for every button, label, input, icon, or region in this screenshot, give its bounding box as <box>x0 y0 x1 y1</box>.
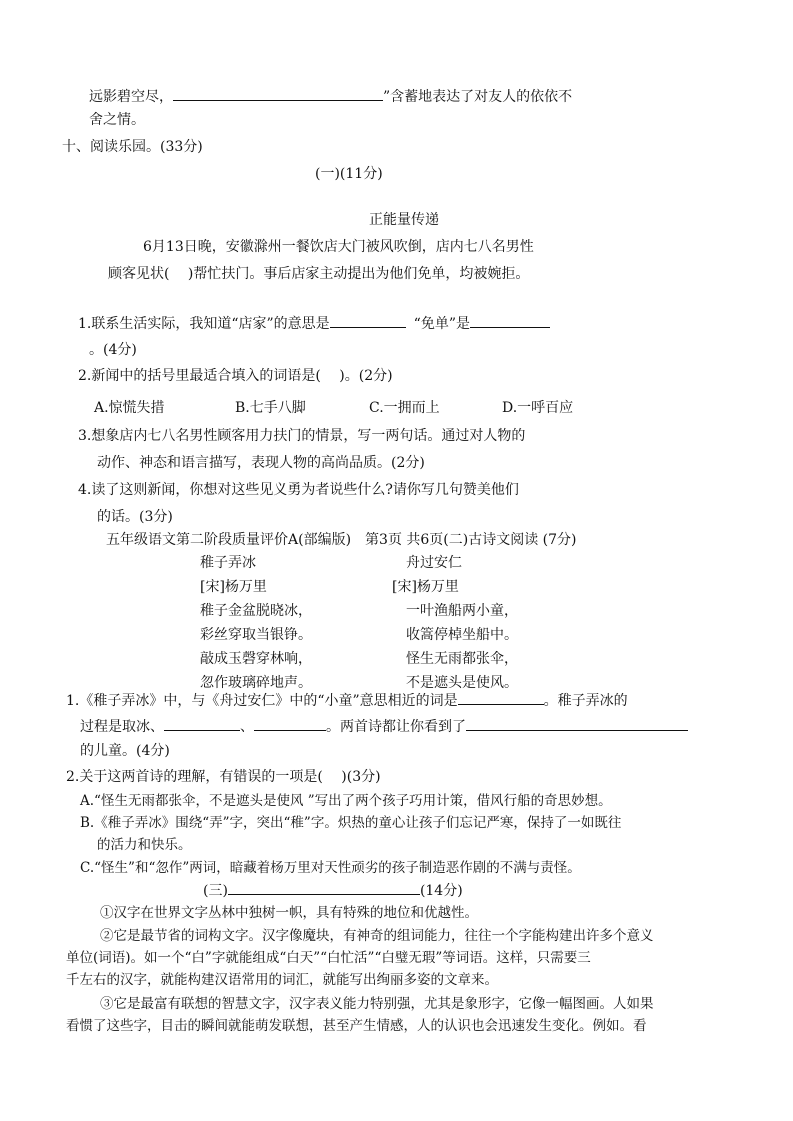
text: 1.《稚子弄冰》中，与《舟过安仁》中的“小童”意思相近的词是 <box>66 693 458 709</box>
question-3: 3.想象店内七八名男性顾客用力扶门的情景，写一两句话。通过对人物的 <box>78 428 526 444</box>
news-line: 6月13日晚，安徽滁州一餐饮店大门被风吹倒，店内七八名男性 <box>143 239 534 255</box>
question-3-cont: 动作、神态和语言描写，表现人物的高尚品质。(2分) <box>97 455 425 471</box>
poem-question-2: 2.关于这两首诗的理解，有错误的一项是( )(3分) <box>66 769 381 785</box>
paragraph-1: ①汉字在世界文字丛林中独树一帜，具有特殊的地位和优越性。 <box>100 905 478 921</box>
question-2: 2.新闻中的括号里最适合填入的词语是( )。(2分) <box>78 368 393 384</box>
poem-title: 舟过安仁 <box>406 555 462 571</box>
poem-left <box>200 553 312 693</box>
paragraph-2-cont: 千左右的汉字，就能构建汉语常用的词汇，就能写出绚丽多姿的文章来。 <box>66 972 498 988</box>
paragraph-3-cont: 看惯了这些字，目击的瞬间就能萌发联想，甚至产生情感，人的认识也会迅速发生变化。例如。看 <box>66 1018 647 1034</box>
news-title: 正能量传递 <box>369 212 439 228</box>
text: 过程是取冰、 <box>80 719 164 735</box>
text: 远影碧空尽， <box>89 89 173 105</box>
question-1 <box>78 313 550 334</box>
poem-question-1-cont <box>80 716 688 737</box>
option-a: A.“怪生无雨都张伞，不是遮头是使风 ”写出了两个孩子巧用计策，借风行船的奇思妙想。 <box>80 793 612 809</box>
poem-line: 一叶渔船两小童， <box>406 603 518 619</box>
poem-line: 忽作玻璃碎地声。 <box>200 675 312 691</box>
paragraph-3: ③它是最富有联想的智慧文字，汉字表义能力特别强，尤其是象形字，它像一幅图画。人如果 <box>100 996 654 1012</box>
text: “免单”是 <box>413 316 470 332</box>
text: ”含蓄地表达了对友人的依依不 <box>383 89 573 105</box>
part-heading: (一)(11分) <box>315 166 383 182</box>
option-b-cont: 的活力和快乐。 <box>97 837 192 853</box>
option-a: A.惊慌失措 <box>94 400 165 416</box>
answer-blank[interactable] <box>466 716 688 731</box>
text: 。稚子弄冰的 <box>543 693 628 709</box>
paragraph-2: ②它是最节省的词构文字。汉字像魔块，有神奇的组词能力，往往一个字能构建出许多个意义 <box>100 928 654 944</box>
answer-blank[interactable] <box>458 690 544 705</box>
option-c: C.“怪生”和“忽作”两词，暗藏着杨万里对天性顽劣的孩子制造恶作剧的不满与责怪。 <box>80 860 581 876</box>
poem-line: 怪生无雨都张伞， <box>406 651 518 667</box>
poem-author: [宋]杨万里 <box>200 579 267 595</box>
text: (14分) <box>419 883 463 899</box>
answer-blank[interactable] <box>173 86 383 101</box>
text: 。两首诗都让你看到了 <box>326 719 466 735</box>
poem-line: 不是遮头是使风。 <box>406 675 518 691</box>
question-1-score: 。(4分) <box>89 342 137 358</box>
paragraph-2-cont: 单位(词语)。如一个“白”字就能组成“白天”“白忙活”“白璧无瑕”等词语。这样，只需要三 <box>66 950 591 966</box>
poem-question-1-score: 的儿童。(4分) <box>80 743 170 759</box>
option-d: D.一呼百应 <box>502 400 574 416</box>
option-b: B.《稚子弄冰》围绕“弄”字，突出“稚”字。炽热的童心让孩子们忘记严寒，保持了一如既往 <box>80 815 622 831</box>
fill-line-1 <box>89 86 572 107</box>
poem-line: 彩丝穿取当银铮。 <box>200 627 312 643</box>
answer-blank[interactable] <box>330 313 406 328</box>
poem-line: 稚子金盆脱晓冰， <box>200 603 312 619</box>
question-4-cont: 的话。(3分) <box>97 509 173 525</box>
text: 、 <box>240 719 254 735</box>
answer-blank[interactable] <box>164 716 240 731</box>
option-b: B.七手八脚 <box>235 400 306 416</box>
text: 1.联系生活实际，我知道“店家”的意思是 <box>78 316 330 332</box>
answer-blank[interactable] <box>228 880 420 895</box>
fill-line-2: 舍之情。 <box>89 112 145 128</box>
option-c: C.一拥而上 <box>369 400 440 416</box>
poem-line: 敲成玉磬穿林响， <box>200 651 312 667</box>
answer-blank[interactable] <box>254 716 326 731</box>
question-4: 4.读了这则新闻，你想对这些见义勇为者说些什么?请你写几句赞美他们 <box>78 482 519 498</box>
poem-author: [宋]杨万里 <box>392 579 459 595</box>
text: (三) <box>203 883 228 899</box>
section-heading: 十、阅读乐园。(33分) <box>62 139 203 155</box>
part-heading <box>203 880 463 901</box>
poem-question-1 <box>66 690 628 711</box>
poem-line: 收篙停棹坐船中。 <box>406 627 518 643</box>
poem-title: 稚子弄冰 <box>200 555 256 571</box>
answer-blank[interactable] <box>470 313 550 328</box>
poem-right <box>392 553 518 693</box>
page-footer: 五年级语文第二阶段质量评价A(部编版) 第3页 共6页(二)古诗文阅读 (7分) <box>106 532 577 548</box>
news-line: 顾客见状( )帮忙扶门。事后店家主动提出为他们免单，均被婉拒。 <box>108 266 530 282</box>
